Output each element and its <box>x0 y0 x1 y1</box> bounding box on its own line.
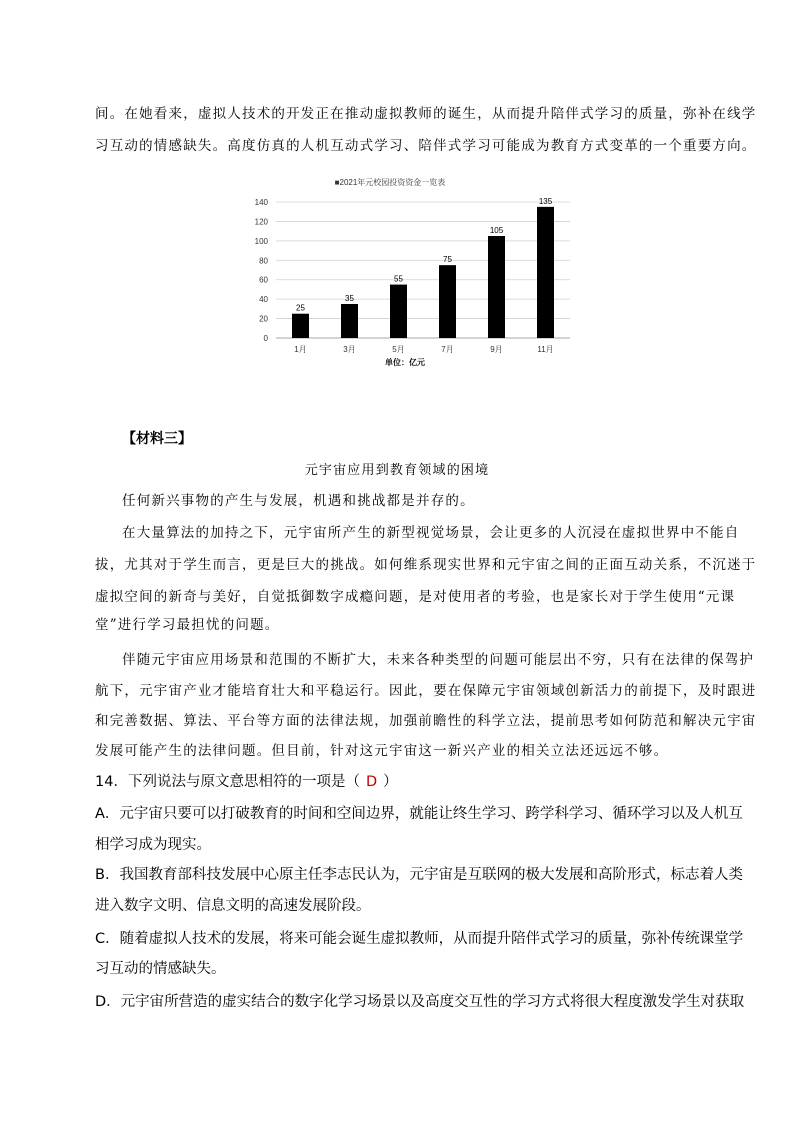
x-tick-label: 3月 <box>343 345 356 354</box>
x-tick-label: 11月 <box>537 345 554 354</box>
bar-value-label: 75 <box>443 255 452 265</box>
bar <box>488 236 505 338</box>
investment-bar-chart <box>240 172 590 372</box>
chart-y-ticks <box>255 198 269 343</box>
paragraph-line: 伴随元宇宙应用场景和范围的不断扩大，未来各种类型的问题可能层出不穷，只有在法律的保驾护 <box>122 652 755 668</box>
question-stem-close: ） <box>383 774 398 790</box>
chart-gridlines <box>276 202 570 338</box>
y-tick-label: 100 <box>254 236 268 246</box>
option-b-line: 进入数字文明、信息文明的高速发展阶段。 <box>95 898 371 914</box>
paragraph-line: 航下，元宇宙产业才能培育壮大和平稳运行。因此，要在保障元宇宙领域创新活力的前提下，及时跟进 <box>95 683 757 699</box>
bar-value-label: 25 <box>296 303 305 313</box>
bar-value-label: 135 <box>538 196 553 206</box>
x-tick-label: 7月 <box>441 345 454 354</box>
paragraph-line: 拔，尤其对于学生而言，更是巨大的挑战。如何维系现实世界和元宇宙之间的正面互动关系，不沉迷于 <box>95 557 757 573</box>
bar <box>341 304 358 338</box>
bar <box>537 207 554 338</box>
bar <box>390 285 407 338</box>
y-tick-label: 60 <box>259 275 268 285</box>
bar-value-label: 35 <box>345 294 354 303</box>
bar <box>439 265 456 338</box>
option-c-line: 习互动的情感缺失。 <box>95 961 226 977</box>
paragraph-line: 习互动的情感缺失。高度仿真的人机互动式学习、陪伴式学习可能成为教育方式变革的一个重要方向。 <box>95 138 757 154</box>
y-tick-label: 20 <box>259 314 268 324</box>
option-a-line: 相学习成为现实。 <box>95 837 211 853</box>
x-tick-label: 5月 <box>392 345 405 354</box>
y-tick-label: 40 <box>259 295 268 305</box>
option-a-line: A．元宇宙只要可以打破教育的时间和空间边界，就能让终生学习、跨学科学习、循环学习以及人机互 <box>95 806 743 822</box>
x-tick-label: 9月 <box>490 345 503 354</box>
bar-value-label: 55 <box>394 274 403 284</box>
option-c-line: C．随着虚拟人技术的发展，将来可能会诞生虚拟教师，从而提升陪伴式学习的质量，弥补传统课堂学 <box>95 931 744 947</box>
question-answer: D <box>365 774 378 790</box>
paragraph-line: 虚拟空间的新奇与美好，自觉抵御数字成瘾问题，是对使用者的考验，也是家长对于学生使用“元课 <box>95 589 736 605</box>
chart-x-axis-label: 单位：亿元 <box>385 358 425 367</box>
section-heading: 【材料三】 <box>122 431 192 447</box>
paragraph-line: 发展可能产生的法律问题。但目前，针对这元宇宙这一新兴产业的相关立法还远远不够。 <box>95 743 669 759</box>
y-tick-label: 0 <box>263 334 268 343</box>
paragraph-line: 在大量算法的加持之下，元宇宙所产生的新型视觉场景，会让更多的人沉浸在虚拟世界中不能自 <box>122 525 740 541</box>
chart-bars <box>292 197 554 338</box>
y-tick-label: 80 <box>259 256 268 266</box>
y-tick-label: 120 <box>254 217 268 227</box>
bar-value-label: 105 <box>489 226 504 235</box>
chart-x-ticks <box>294 345 553 354</box>
article-title: 元宇宙应用到教育领域的困境 <box>304 463 490 478</box>
paragraph-line: 和完善数据、算法、平台等方面的法律法规，加强前瞻性的科学立法，提前思考如何防范和解决元宇宙 <box>95 713 757 729</box>
option-d-line: D．元宇宙所营造的虚实结合的数字化学习场景以及高度交互性的学习方式将很大程度激发学生对获取 <box>95 994 745 1010</box>
paragraph-line: 任何新兴事物的产生与发展，机遇和挑战都是并存的。 <box>122 493 475 509</box>
option-b-line: B．我国教育部科技发展中心原主任李志民认为，元宇宙是互联网的极大发展和高阶形式，标志着人类 <box>95 867 743 883</box>
bar <box>292 314 309 338</box>
paragraph-line: 堂”进行学习最担忧的问题。 <box>95 617 280 633</box>
paragraph-line: 间。在她看来，虚拟人技术的开发正在推动虚拟教师的诞生，从而提升陪伴式学习的质量，弥补在线学 <box>95 106 757 122</box>
y-tick-label: 140 <box>254 198 268 207</box>
question-stem-text: 14．下列说法与原文意思相符的一项是（ <box>95 774 360 790</box>
question-stem <box>95 770 398 791</box>
chart-title: ■2021年元校园投资资金一览表 <box>334 178 446 187</box>
x-tick-label: 1月 <box>294 345 307 354</box>
